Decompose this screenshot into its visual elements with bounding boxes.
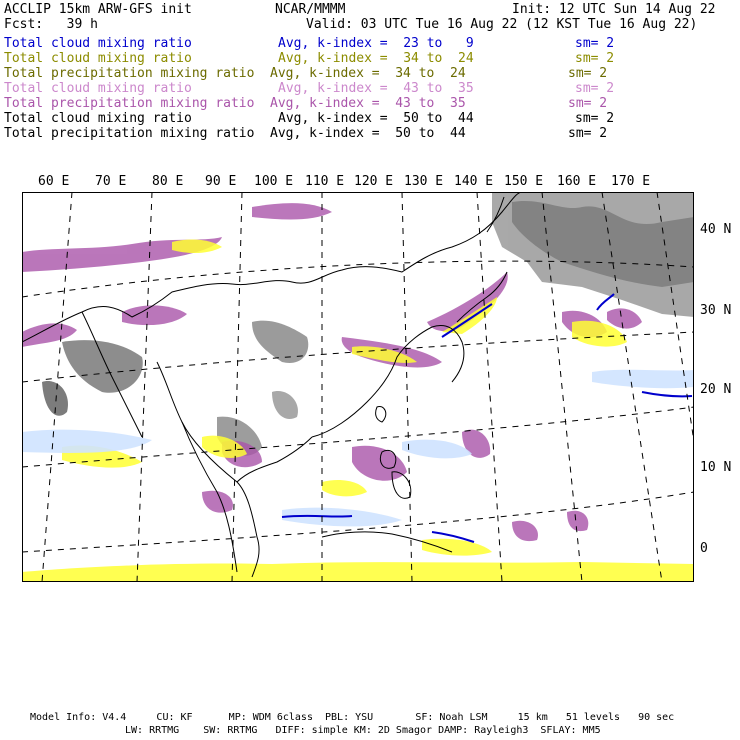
legend-sm: sm= 2 <box>575 51 615 66</box>
legend-avg: Avg, k-index = 34 to 24 <box>278 51 474 66</box>
legend-sm: sm= 2 <box>568 96 608 111</box>
legend-sm: sm= 2 <box>575 81 615 96</box>
model-info-line1: Model Info: V4.4 CU: KF MP: WDM 6class PBL: YSU SF: Noah LSM 15 km 51 levels 90 sec <box>30 712 675 723</box>
legend-field: Total cloud mixing ratio <box>4 36 192 51</box>
lon-label: 70 E <box>95 174 127 189</box>
legend-field: Total cloud mixing ratio <box>4 51 192 66</box>
map-panel <box>22 192 694 582</box>
lon-label: 110 E <box>305 174 345 189</box>
init-time: Init: 12 UTC Sun 14 Aug 22 <box>512 2 716 17</box>
lat-label: 20 N <box>700 382 732 397</box>
legend-sm: sm= 2 <box>568 126 608 141</box>
lon-label: 80 E <box>152 174 184 189</box>
legend-sm: sm= 2 <box>575 36 615 51</box>
legend-avg: Avg, k-index = 50 to 44 <box>270 126 466 141</box>
lat-label: 0 <box>700 541 708 556</box>
lon-label: 90 E <box>205 174 237 189</box>
lat-label: 40 N <box>700 222 732 237</box>
legend-avg: Avg, k-index = 34 to 24 <box>270 66 466 81</box>
legend-avg: Avg, k-index = 43 to 35 <box>270 96 466 111</box>
forecast-hour: Fcst: 39 h <box>4 17 98 32</box>
lat-label: 30 N <box>700 303 732 318</box>
legend-field: Total precipitation mixing ratio <box>4 96 255 111</box>
legend-sm: sm= 2 <box>575 111 615 126</box>
lon-label: 130 E <box>404 174 444 189</box>
lon-label: 150 E <box>504 174 544 189</box>
legend-avg: Avg, k-index = 23 to 9 <box>278 36 474 51</box>
legend-sm: sm= 2 <box>568 66 608 81</box>
lon-label: 120 E <box>354 174 394 189</box>
lon-label: 160 E <box>557 174 597 189</box>
center-label: NCAR/MMMM <box>275 2 346 17</box>
legend-avg: Avg, k-index = 50 to 44 <box>278 111 474 126</box>
lon-label: 140 E <box>454 174 494 189</box>
model-title: ACCLIP 15km ARW-GFS init <box>4 2 192 17</box>
lat-label: 10 N <box>700 460 732 475</box>
lon-label: 100 E <box>254 174 294 189</box>
lon-label: 60 E <box>38 174 70 189</box>
legend-field: Total precipitation mixing ratio <box>4 66 255 81</box>
legend-field: Total cloud mixing ratio <box>4 81 192 96</box>
lon-label: 170 E <box>611 174 651 189</box>
legend-avg: Avg, k-index = 43 to 35 <box>278 81 474 96</box>
legend-field: Total precipitation mixing ratio <box>4 126 255 141</box>
legend-field: Total cloud mixing ratio <box>4 111 192 126</box>
model-info-line2: LW: RRTMG SW: RRTMG DIFF: simple KM: 2D Smagor DAMP: Rayleigh3 SFLAY: MM5 <box>125 725 601 736</box>
valid-time: Valid: 03 UTC Tue 16 Aug 22 (12 KST Tue 16 Aug 22) <box>306 17 698 32</box>
